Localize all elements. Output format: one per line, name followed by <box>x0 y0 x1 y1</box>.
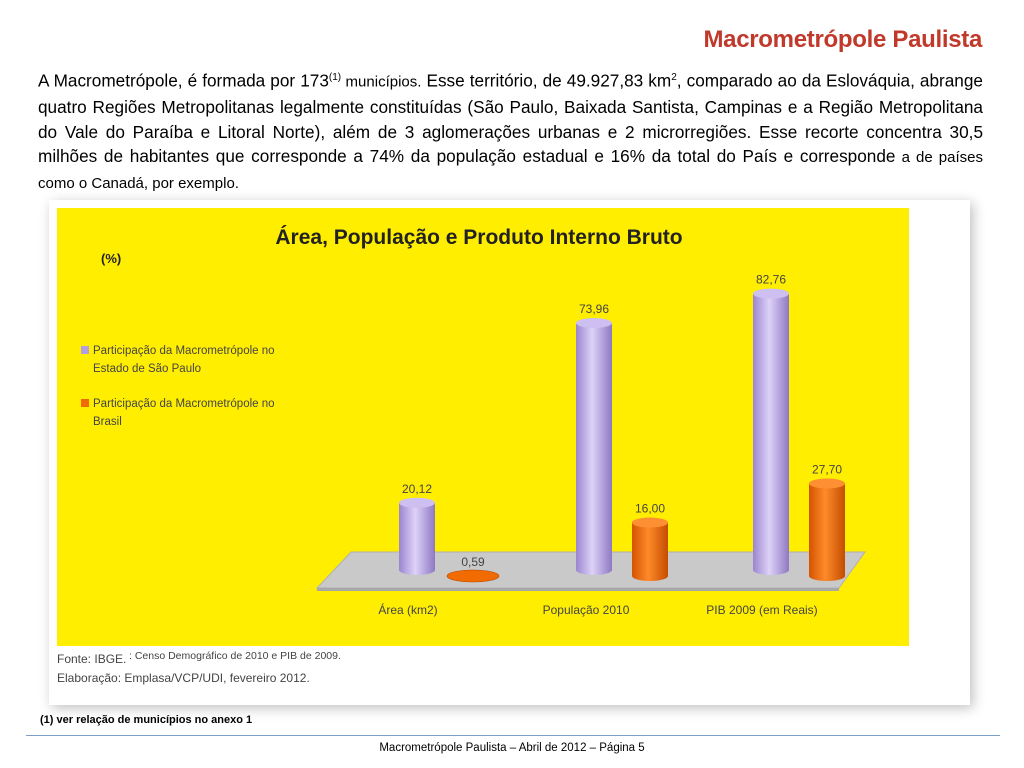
category-label-area: Área (km2) <box>378 603 438 617</box>
chart-title: Área, População e Produto Interno Bruto <box>275 226 683 249</box>
intro-text-5: a de países como o Canadá, por exemplo. <box>38 148 983 193</box>
legend-swatch-estado <box>81 346 89 354</box>
source-label: Fonte: IBGE. <box>57 652 127 666</box>
bar-top-populacao-brasil <box>632 518 668 528</box>
legend-label-estado-line2: Estado de São Paulo <box>93 363 202 375</box>
legend-swatch-brasil <box>81 399 89 407</box>
bar-pib-brasil <box>809 483 845 581</box>
bar-pib-estado <box>753 294 789 575</box>
bar-top-pib-brasil <box>809 478 845 488</box>
intro-text-3: Esse território, de 49.927,83 km <box>421 70 672 91</box>
legend-label-estado-line1: Participação da Macrometrópole no <box>93 345 275 357</box>
category-label-populacao: População 2010 <box>542 603 630 617</box>
category-label-pib: PIB 2009 (em Reais) <box>706 603 818 617</box>
data-label-pib-brasil: 27,70 <box>811 462 843 477</box>
data-label-populacao-brasil: 16,00 <box>634 501 666 516</box>
legend-label-brasil-line1: Participação da Macrometrópole no <box>93 398 275 410</box>
page-footer: Macrometrópole Paulista – Abril de 2012 – Página 5 <box>379 742 645 754</box>
unit-label: (%) <box>101 251 122 266</box>
bar-populacao-estado <box>576 323 612 575</box>
data-label-populacao-estado: 73,96 <box>578 301 610 316</box>
intro-text-1: A Macrometrópole, é formada por 173 <box>38 70 329 91</box>
chart-floor-edge <box>317 588 839 591</box>
intro-text-2: municípios. <box>341 73 422 91</box>
bar-top-area-estado <box>399 498 435 508</box>
chart-frame <box>49 200 970 705</box>
chart <box>49 200 970 705</box>
footer-divider <box>26 735 1000 736</box>
legend-label-brasil-line2: Brasil <box>93 416 122 428</box>
intro-text-4: , comparado ao da Eslováquia, abrange quatro Regiões Metropolitanas legalmente constituídas (São Paulo, Baixada Santista, Campinas e a Região Metropolitana do Vale do Paraíba e Litoral Norte), além de 3 aglomerações urbanas e 2 microrregiões. Esse recorte concentra 30,5 milhões de habitantes que corresponde a 74% da população estadual e 16% da total do País e corresponde <box>38 70 983 166</box>
bar-top-populacao-estado <box>576 318 612 328</box>
superscript-2: 2 <box>671 72 677 83</box>
footnote: (1) ver relação de municípios no anexo 1 <box>40 714 253 726</box>
bar-area-estado <box>399 503 435 575</box>
data-label-pib-estado: 82,76 <box>755 272 787 287</box>
data-label-area-brasil: 0,59 <box>461 555 485 569</box>
footnote-ref: (1) <box>328 72 342 83</box>
bar-area-brasil <box>447 570 499 582</box>
bar-top-pib-estado <box>753 289 789 299</box>
credit-label: Elaboração: Emplasa/VCP/UDI, fevereiro 2012. <box>57 671 310 685</box>
intro-paragraph <box>38 66 983 197</box>
page-title: Macrometrópole Paulista <box>703 26 982 53</box>
source-detail: : Censo Demográfico de 2010 e PIB de 2009. <box>129 650 341 662</box>
data-label-area-estado: 20,12 <box>401 481 433 496</box>
bar-populacao-brasil <box>632 523 668 581</box>
